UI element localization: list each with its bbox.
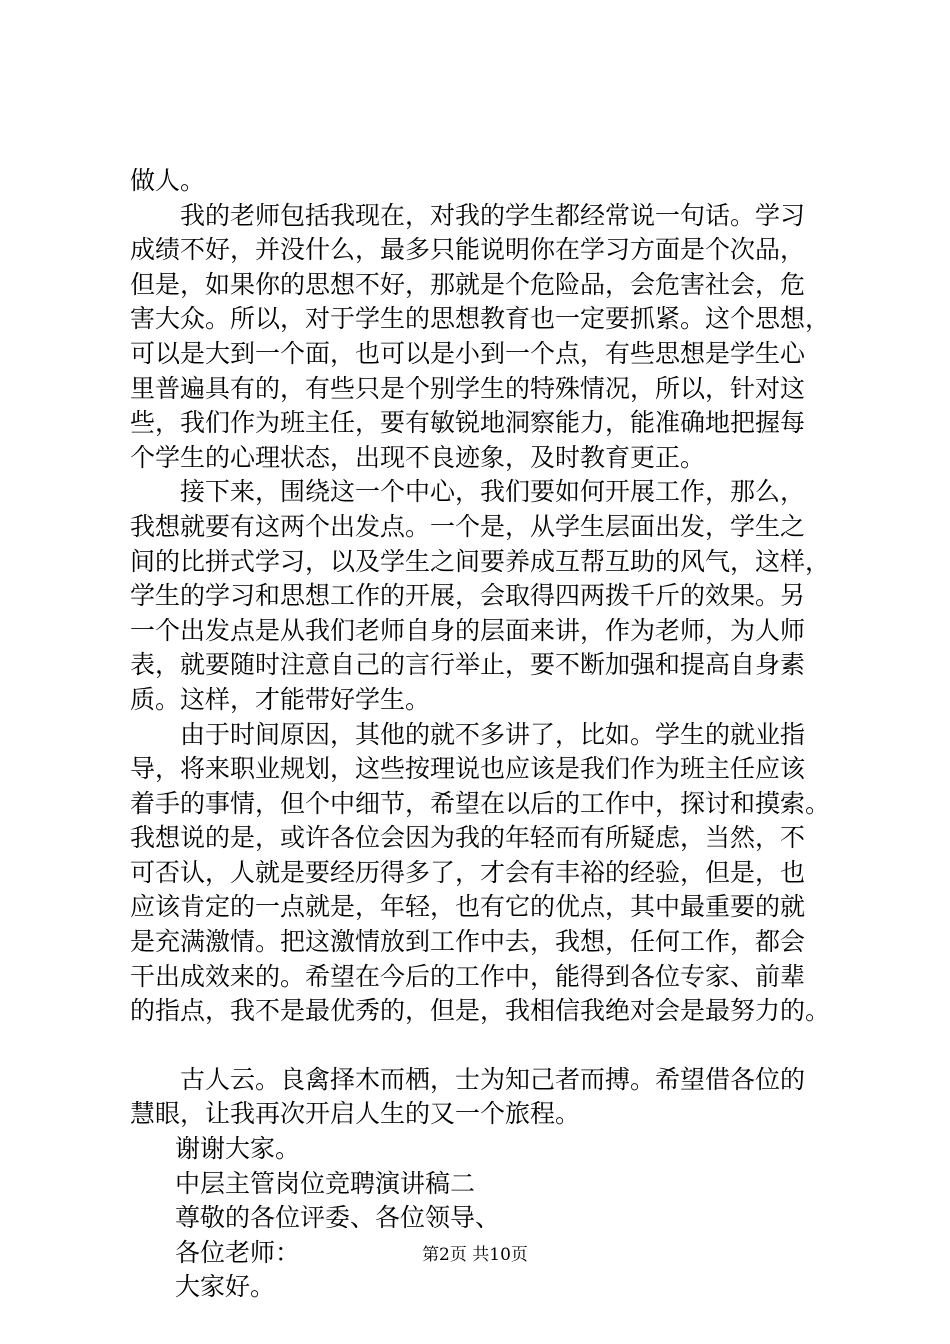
text-line: 接下来，围绕这一个中心，我们要如何开展工作，那么， [180,477,806,507]
text-line: 我想就要有这两个出发点。一个是，从学生层面出发，学生之 [130,511,806,541]
text-line: 慧眼，让我再次开启人生的又一个旅程。 [130,1099,581,1129]
text-line: 由于时间原因，其他的就不多讲了，比如。学生的就业指 [180,719,806,749]
text-line: 我的老师包括我现在，对我的学生都经常说一句话。学习 [180,200,806,230]
text-line: 学生的学习和思想工作的开展，会取得四两拨千斤的效果。另 [130,581,806,611]
closing-line: 谢谢大家。 [175,1134,301,1164]
document-body [130,164,858,1305]
text-line: 导，将来职业规划，这些按理说也应该是我们作为班主任应该 [130,754,806,784]
text-line: 成绩不好，并没什么，最多只能说明你在学习方面是个次品， [130,235,806,265]
text-line: 应该肯定的一点就是，年轻，也有它的优点，其中最重要的就 [130,892,806,922]
text-line: 但是，如果你的思想不好，那就是个危险品，会危害社会，危 [130,269,806,299]
text-line: 干出成效来的。希望在今后的工作中，能得到各位专家、前辈 [130,961,806,991]
text-line: 间的比拼式学习，以及学生之间要养成互帮互助的风气，这样， [130,546,831,576]
text-line: 我想说的是，或许各位会因为我的年轻而有所疑虑，当然，不 [130,823,806,853]
text-line: 些，我们作为班主任，要有敏锐地洞察能力，能准确地把握每 [130,408,806,438]
salutation-line: 各位老师： [175,1237,301,1267]
text-line: 的指点，我不是最优秀的，但是，我相信我绝对会是最努力的。 [130,996,831,1026]
text-line: 害大众。所以，对于学生的思想教育也一定要抓紧。这个思想， [130,304,831,334]
paragraph-spacer [130,1029,858,1063]
text-line: 里普遍具有的，有些只是个别学生的特殊情况，所以，针对这 [130,373,806,403]
greeting-line: 大家好。 [175,1272,276,1302]
salutation-line: 尊敬的各位评委、各位领导、 [175,1203,501,1233]
text-line: 古人云。良禽择木而栖，士为知己者而搏。希望借各位的 [180,1064,806,1094]
text-line: 质。这样，才能带好学生。 [130,684,431,714]
text-line: 做人。 [130,166,206,195]
text-line: 可否认，人就是要经历得多了，才会有丰裕的经验，但是，也 [130,857,806,887]
text-line: 一个出发点是从我们老师自身的层面来讲，作为老师，为人师 [130,615,806,645]
text-line: 表，就要随时注意自己的言行举止，要不断加强和提高自身素 [130,650,806,680]
text-line: 可以是大到一个面，也可以是小到一个点，有些思想是学生心 [130,338,806,368]
text-line: 是充满激情。把这激情放到工作中去，我想，任何工作，都会 [130,927,806,957]
speech-title: 中层主管岗位竞聘演讲稿二 [175,1168,476,1198]
text-line: 个学生的心理状态，出现不良迹象，及时教育更正。 [130,442,706,472]
text-line: 着手的事情，但个中细节，希望在以后的工作中，探讨和摸索。 [130,788,831,818]
page-number-footer: 第2页 共10页 [422,1245,528,1265]
